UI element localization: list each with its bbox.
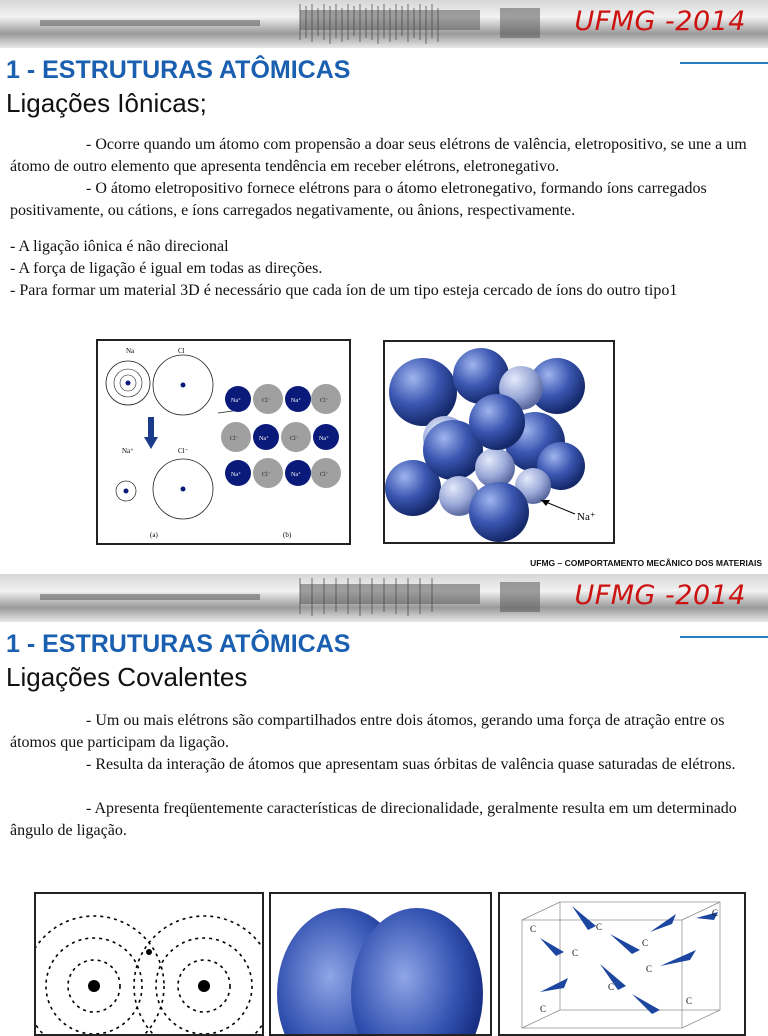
section-title: 1 - ESTRUTURAS ATÔMICAS <box>6 56 351 84</box>
svg-text:C: C <box>540 1004 547 1014</box>
orbital-overlap-diagram <box>269 892 492 1036</box>
ion-lattice <box>221 384 341 488</box>
cl-label: Cl <box>178 347 185 355</box>
svg-text:C: C <box>712 908 719 918</box>
svg-text:Cl⁻: Cl⁻ <box>262 398 271 404</box>
svg-text:Na⁺: Na⁺ <box>319 436 330 442</box>
figure-label-b: (b) <box>283 531 292 539</box>
svg-text:Na⁺: Na⁺ <box>231 398 242 404</box>
svg-text:Na⁺: Na⁺ <box>291 472 302 478</box>
na-arrow-label: Na⁺ <box>577 511 596 523</box>
accent-line <box>680 62 768 64</box>
section-title-2: 1 - ESTRUTURAS ATÔMICAS <box>6 630 351 658</box>
bullet-2: - A força de ligação é igual em todas as direções. <box>10 260 323 277</box>
nacl-diagram <box>96 339 351 545</box>
svg-text:C: C <box>608 982 615 992</box>
svg-text:Cl⁻: Cl⁻ <box>230 436 239 442</box>
footer-text: UFMG – COMPORTAMENTO MECÂNICO DOS MATERIAIS <box>530 558 762 568</box>
paragraph-2-1: - Um ou mais elétrons são compartilhados entre dois átomos, gerando uma força de atração entre os átomos que participam da ligação. <box>10 712 725 751</box>
header-banner <box>0 0 768 48</box>
svg-text:Cl⁻: Cl⁻ <box>320 398 329 404</box>
svg-text:C: C <box>686 996 693 1006</box>
na-ion-label: Na⁺ <box>122 447 134 455</box>
diamond-lattice-diagram <box>498 892 746 1036</box>
paragraph-2: - O átomo eletropositivo fornece elétrons para o átomo eletronegativo, formando íons carregados positivamente, ou cátions, e íons carregados negativamente, ou ânions, respectivamente. <box>10 180 707 219</box>
slide-covalent-bonds <box>0 574 768 1024</box>
brand-label: UFMG -2014 <box>574 6 746 37</box>
paragraph-2-3: - Apresenta freqüentemente características de direcionalidade, geralmente resulta em um determinado ângulo de ligação. <box>10 800 737 839</box>
svg-text:Na⁺: Na⁺ <box>259 436 270 442</box>
na-label: Na <box>126 347 135 355</box>
bullet-3: - Para formar um material 3D é necessário que cada íon de um tipo esteja cercado de íons do outro tipo1 <box>10 282 678 299</box>
cl-ion-label: Cl⁻ <box>178 447 189 455</box>
svg-text:C: C <box>596 922 603 932</box>
paragraph-2-2: - Resulta da interação de átomos que apresentam suas órbitas de valência quase saturadas de elétrons. <box>86 756 736 773</box>
electron-shell-diagram <box>34 892 264 1036</box>
svg-text:Na⁺: Na⁺ <box>231 472 242 478</box>
slide-subtitle-2: Ligações Covalentes <box>6 662 248 692</box>
svg-text:Cl⁻: Cl⁻ <box>290 436 299 442</box>
svg-text:Cl⁻: Cl⁻ <box>320 472 329 478</box>
brand-label-2: UFMG -2014 <box>574 580 746 611</box>
svg-text:Cl⁻: Cl⁻ <box>262 472 271 478</box>
paragraph-1: - Ocorre quando um átomo com propensão a doar seus elétrons de valência, eletropositivo, se une a um átomo de outro elemento que apresenta tendência em receber elétrons, eletronegativo. <box>10 136 747 175</box>
bullet-1: - A ligação iônica é não direcional <box>10 238 229 255</box>
svg-text:Na⁺: Na⁺ <box>291 398 302 404</box>
svg-text:C: C <box>646 964 653 974</box>
header-banner-2 <box>0 574 768 622</box>
svg-text:C: C <box>530 924 537 934</box>
svg-text:C: C <box>642 938 649 948</box>
slide-subtitle: Ligações Iônicas; <box>6 88 207 118</box>
nacl-crystal-model <box>383 340 615 544</box>
svg-text:C: C <box>572 948 579 958</box>
accent-line-2 <box>680 636 768 638</box>
figure-label-a: (a) <box>150 531 158 539</box>
